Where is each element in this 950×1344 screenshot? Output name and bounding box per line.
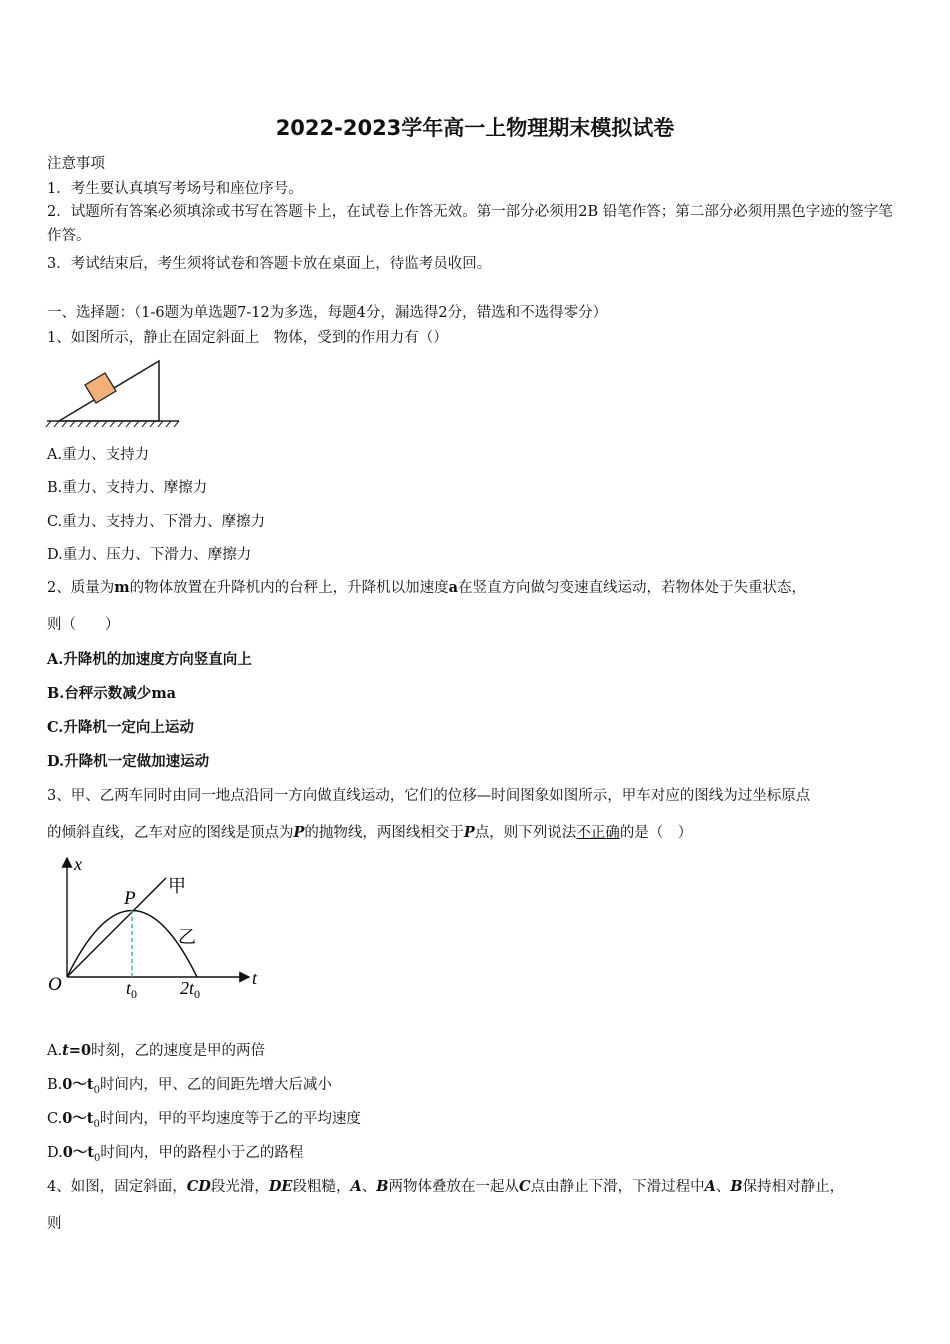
ground-hatching xyxy=(46,421,179,427)
notice-heading: 注意事项 xyxy=(47,156,105,172)
q1-option-d: D.重力、压力、下滑力、摩擦力 xyxy=(47,547,252,563)
q1-stem: 1、如图所示，静止在固定斜面上 物体，受到的作用力有（） xyxy=(47,330,448,346)
q3-stem-line1: 3、甲、乙两车同时由同一地点沿同一方向做直线运动，它们的位移—时间图象如图所示，甲车对应的图线为过坐标原点 xyxy=(47,788,811,804)
q3-option-b: $B.0\sim t_0$时间内，甲、乙的间距先增大后减小 xyxy=(47,1076,332,1096)
q2-option-b: B.台秤示数减少ma xyxy=(47,685,177,702)
incline-diagram xyxy=(45,357,180,429)
x-axis-label: t xyxy=(252,968,258,988)
q4-stem: 4、如图，固定斜面，CD段光滑，DE段粗糙，A、B两物体叠放在一起从C点由静止下滑，下滑过程中A、B保持相对静止， xyxy=(47,1178,845,1195)
q1-option-a: A.重力、支持力 xyxy=(47,447,150,463)
q2-option-d: D.升降机一定做加速运动 xyxy=(47,753,210,770)
y-axis-label: x xyxy=(74,854,82,874)
q3-option-c: $C.0\sim t_0$时间内，甲的平均速度等于乙的平均速度 xyxy=(47,1110,361,1130)
q1-option-b: B.重力、支持力、摩擦力 xyxy=(47,480,208,496)
q2-stem: 2、质量为m的物体放置在升降机内的台秤上，升降机以加速度a在竖直方向做匀变速直线运动，若物体处于失重状态， xyxy=(47,579,806,596)
notice-item-2: 2．试题所有答案必须填涂或书写在答题卡上，在试卷上作答无效。第一部分必须用2B 铅笔作答；第二部分必须用黑色字迹的签字笔作答。 xyxy=(47,204,893,244)
label-yi: 乙 xyxy=(178,927,196,947)
q2-stem-cont: 则（ ） xyxy=(47,617,120,633)
notice-item-3: 3．考试结束后，考生须将试卷和答题卡放在桌面上，待监考员收回。 xyxy=(47,256,492,272)
q1-option-c: C.重力、支持力、下滑力、摩擦力 xyxy=(47,514,266,530)
tick-t0: $t_0$ xyxy=(126,978,138,1001)
q2-option-c: C.升降机一定向上运动 xyxy=(47,719,194,736)
origin-label: O xyxy=(48,974,62,995)
q3-option-a: A.t=0时刻，乙的速度是甲的两倍 xyxy=(47,1042,266,1059)
section-heading: 一、选择题：（1-6题为单选题7-12为多选，每题4分，漏选得2分，错选和不选得零分） xyxy=(47,305,608,321)
q2-option-a: A.升降机的加速度方向竖直向上 xyxy=(47,651,252,668)
q3-stem-line2: 的倾斜直线，乙车对应的图线是顶点为P的抛物线，两图线相交于P点，则下列说法不正确的是（ ） xyxy=(47,824,693,841)
notice-item-1: 1．考生要认真填写考场号和座位序号。 xyxy=(47,181,303,197)
xt-graph xyxy=(44,852,274,1004)
line-jia xyxy=(67,878,166,977)
label-jia: 甲 xyxy=(168,876,186,896)
q4-stem-cont: 则 xyxy=(47,1216,62,1232)
point-p-label: P xyxy=(124,888,136,909)
tick-2t0: $2t_0$ xyxy=(180,978,201,1001)
page-title: 2022-2023学年高一上物理期末模拟试卷 xyxy=(275,116,675,140)
q3-option-d: $D.0\sim t_0$时间内，甲的路程小于乙的路程 xyxy=(47,1144,304,1164)
